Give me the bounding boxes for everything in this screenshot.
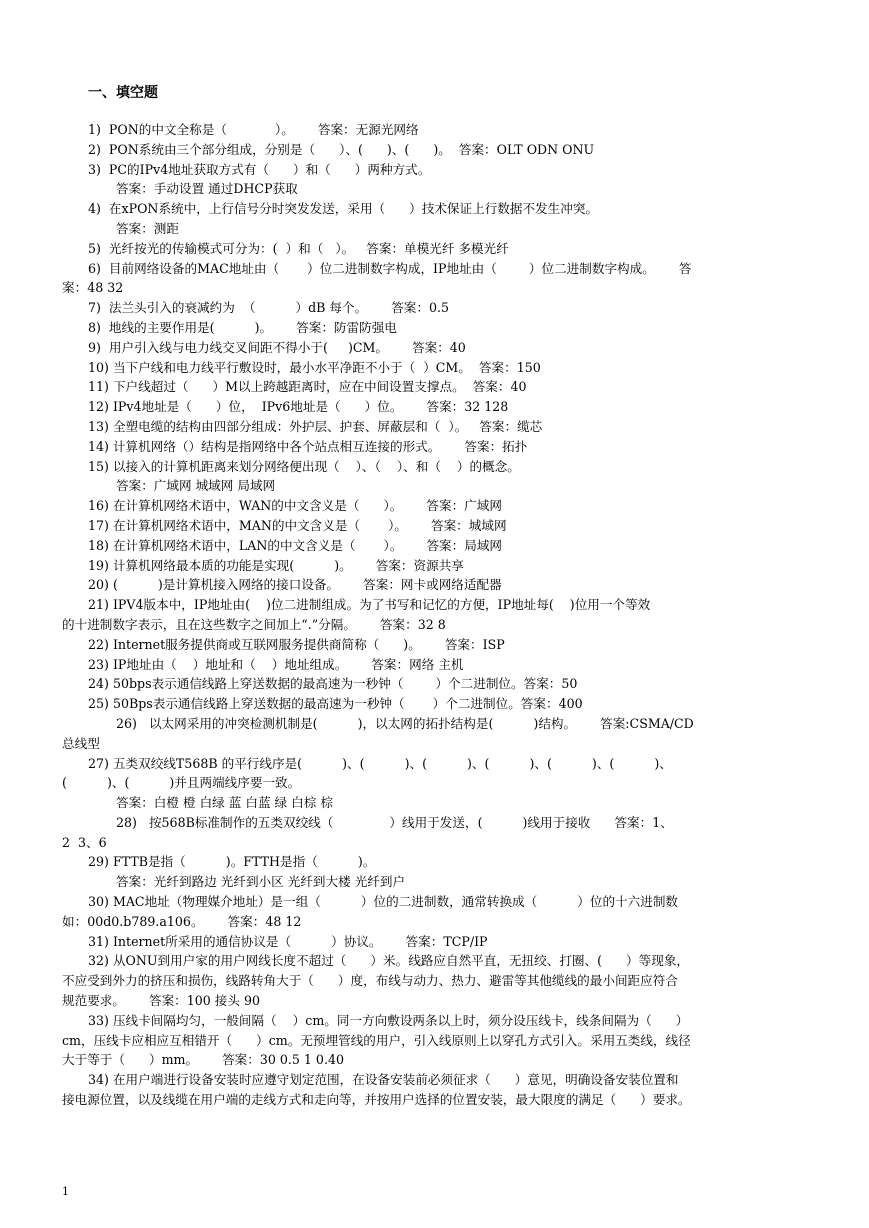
question-line: 14) 计算机网络（）结构是指网络中各个站点相互连接的形式。 答案：拓扑 bbox=[88, 438, 528, 454]
question-line: 大于等于（ ）mm。 答案：30 0.5 1 0.40 bbox=[62, 1052, 344, 1068]
question-line: 32) 从ONU到用户家的用户网线长度不超过（ ）米。线路应自然平直，无扭绞、打圈、( ）等现象， bbox=[88, 953, 690, 969]
question-line: 答案：手动设置 通过DHCP获取 bbox=[116, 181, 298, 197]
question-line: 20) ( )是计算机接入网络的接口设备。 答案：网卡或网络适配器 bbox=[88, 577, 502, 593]
question-line: 答案：广域网 城域网 局域网 bbox=[116, 478, 276, 494]
question-line: 29) FTTB是指（ )。FTTH是指（ )。 bbox=[88, 854, 376, 870]
question-line: 21) IPV4版本中，IP地址由( )位二进制组成。为了书写和记忆的方便，IP地址每( )位用一个等效 bbox=[88, 597, 651, 613]
page-number: 1 bbox=[62, 1185, 69, 1198]
question-line: 34) 在用户端进行设备安装时应遵守划定范围，在设备安装前必须征求（ ）意见，明确设备安装位置和 bbox=[88, 1072, 679, 1088]
question-line: 22) Internet服务提供商或互联网服务提供商简称（ )。 答案：ISP bbox=[88, 636, 505, 652]
question-line: 规范要求。 答案：100 接头 90 bbox=[62, 993, 261, 1009]
question-line: 的十进制数字表示，且在这些数字之间加上“.”分隔。 答案：32 8 bbox=[62, 616, 446, 632]
question-line: 2 3、6 bbox=[62, 834, 107, 850]
question-line: 28) 按568B标准制作的五类双绞线（ ）线用于发送，( )线用于接收 答案：1、 bbox=[116, 814, 673, 830]
question-line: 2) PON系统由三个部分组成，分别是（ ）、( )、( )。 答案：OLT ODN ONU bbox=[88, 141, 595, 157]
question-line: 总线型 bbox=[62, 735, 100, 751]
question-list bbox=[62, 120, 808, 1110]
question-line: 23) IP地址由（ ）地址和（ ）地址组成。 答案：网络 主机 bbox=[88, 656, 464, 672]
question-line: 3) PC的IPv4地址获取方式有（ ）和（ ）两种方式。 bbox=[88, 161, 431, 177]
question-line: 12) IPv4地址是（ ）位， IPv6地址是（ ）位。 答案：32 128 bbox=[88, 399, 509, 415]
question-line: 8) 地线的主要作用是( )。 答案：防雷防强电 bbox=[88, 319, 397, 335]
question-line: 30) MAC地址（物理媒介地址）是一组（ ）位的二进制数，通常转换成（ ）位的十六进制数 bbox=[88, 894, 679, 910]
question-line: 27) 五类双绞线T568B 的平行线序是( )、( )、( )、( )、( )、( )、 bbox=[88, 755, 672, 771]
question-line: 如：00d0.b789.a106。 答案：48 12 bbox=[62, 913, 302, 929]
question-line: ( )、( )并且两端线序要一致。 bbox=[62, 775, 301, 791]
question-line: 案：48 32 bbox=[62, 280, 124, 296]
question-line: 5) 光纤按光的传输模式可分为：( ）和（ ）。 答案：单模光纤 多模光纤 bbox=[88, 240, 509, 256]
question-line: 26) 以太网采用的冲突检测机制是( )，以太网的拓扑结构是( )结构。 答案:CSMA/CD bbox=[116, 715, 694, 731]
question-line: 18) 在计算机网络术语中，LAN的中文含义是（ ）。 答案：局域网 bbox=[88, 537, 503, 553]
question-line: 6) 目前网络设备的MAC地址由（ ）位二进制数字构成，IP地址由（ ）位二进制数字构成。 答 bbox=[88, 260, 692, 276]
question-line: 15) 以接入的计算机距离来划分网络便出现（ ）、（ ）、和（ ）的概念。 bbox=[88, 458, 520, 474]
question-line: 1) PON的中文全称是（ ）。 答案：无源光网络 bbox=[88, 122, 419, 137]
question-line: 答案：白橙 橙 白绿 蓝 白蓝 绿 白棕 棕 bbox=[116, 795, 333, 811]
question-line: 接电源位置，以及线缆在用户端的走线方式和走向等，并按用户选择的位置安装，最大限度的满足（ ）要求。 bbox=[62, 1092, 691, 1108]
question-line: 9) 用户引入线与电力线交叉间距不得小于( )CM。 答案：40 bbox=[88, 339, 466, 355]
question-line: 31) Internet所采用的通信协议是（ ）协议。 答案：TCP/IP bbox=[88, 933, 488, 949]
section-heading: 一、填空题 bbox=[88, 85, 158, 101]
question-line: 17) 在计算机网络术语中，MAN的中文含义是（ ）。 答案：城域网 bbox=[88, 517, 507, 533]
question-line: 答案：光纤到路边 光纤到小区 光纤到大楼 光纤到户 bbox=[116, 874, 406, 890]
question-line: 10) 当下户线和电力线平行敷设时，最小水平净距不小于（ ）CM。 答案：150 bbox=[88, 359, 541, 375]
question-line: 7) 法兰头引入的衰减约为 （ ）dB 每个。 答案：0.5 bbox=[88, 300, 450, 316]
question-line: 24) 50bps表示通信线路上穿送数据的最高速为一秒钟（ ）个二进制位。答案：50 bbox=[88, 676, 578, 692]
question-line: 11) 下户线超过（ ）M以上跨越距离时，应在中间设置支撑点。 答案：40 bbox=[88, 379, 527, 395]
question-line: 25) 50Bps表示通信线路上穿送数据的最高速为一秒钟（ ）个二进制位。答案：400 bbox=[88, 696, 583, 712]
question-line: 答案：测距 bbox=[116, 220, 179, 236]
question-line: 16) 在计算机网络术语中，WAN的中文含义是（ ）。 答案：广域网 bbox=[88, 498, 502, 514]
question-line: 4) 在xPON系统中，上行信号分时突发发送，采用（ ）技术保证上行数据不发生冲突。 bbox=[88, 201, 599, 217]
question-line: 不应受到外力的挤压和损伤，线路转角大于（ ）度，布线与动力、热力、避雷等其他缆线的最小间距应符合 bbox=[62, 973, 678, 989]
question-line: cm，压线卡应相应互相错开（ ）cm。无预埋管线的用户，引入线原则上以穿孔方式引入。采用五类线，线径 bbox=[62, 1032, 691, 1048]
question-line: 19) 计算机网络最本质的功能是实现( )。 答案：资源共享 bbox=[88, 557, 464, 573]
question-line: 33) 压线卡间隔均匀，一般间隔（ ）cm。同一方向敷设两条以上时，须分设压线卡，线条间隔为（ ） bbox=[88, 1012, 689, 1028]
question-line: 13) 全塑电缆的结构由四部分组成：外护层、护套、屏蔽层和（ ）。 答案：缆芯 bbox=[88, 418, 543, 434]
